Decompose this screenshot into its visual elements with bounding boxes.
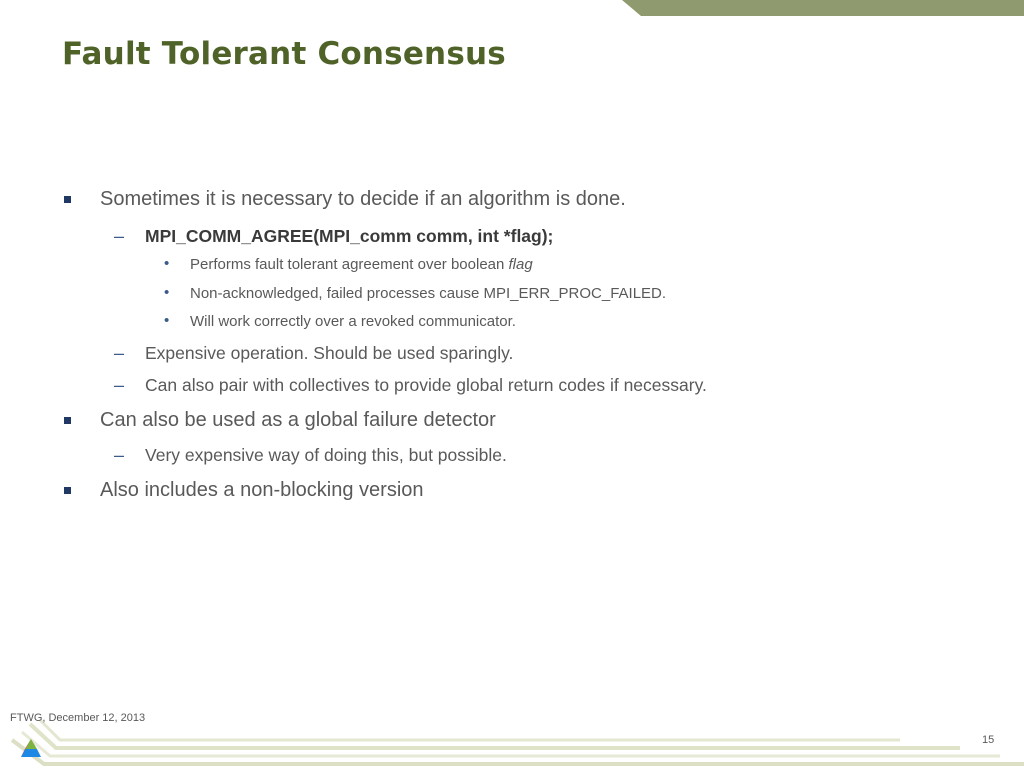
bullet-text: Can also pair with collectives to provide global return codes if necessary. xyxy=(145,375,707,395)
top-decorative-band xyxy=(0,0,1024,20)
square-bullet-icon xyxy=(64,417,71,424)
footer-decorative-stripes xyxy=(0,718,1024,768)
footer-text: FTWG, December 12, 2013 xyxy=(10,712,146,724)
bullet-text: Will work correctly over a revoked communicator. xyxy=(190,313,516,330)
bullet-text: Also includes a non-blocking version xyxy=(100,479,424,501)
dash-bullet-icon: – xyxy=(114,445,125,465)
emphasis-text: flag xyxy=(508,256,533,273)
bullet-text: Performs fault tolerant agreement over boolean xyxy=(190,256,509,273)
bullet-text: Non-acknowledged, failed processes cause MPI_ERR_PROC_FAILED. xyxy=(190,285,667,302)
dot-bullet-icon: • xyxy=(164,312,170,329)
bullet-text-code: MPI_COMM_AGREE(MPI_comm comm, int *flag); xyxy=(145,226,554,246)
page-number: 15 xyxy=(982,734,995,746)
bullet-text: Expensive operation. Should be used sparingly. xyxy=(145,343,514,363)
dash-bullet-icon: – xyxy=(114,375,125,395)
dot-bullet-icon: • xyxy=(164,284,170,301)
dot-bullet-icon: • xyxy=(164,255,170,272)
bullet-text: Sometimes it is necessary to decide if an algorithm is done. xyxy=(100,188,626,210)
slide-title: Fault Tolerant Consensus xyxy=(62,36,506,72)
dash-bullet-icon: – xyxy=(114,226,125,246)
bullet-text: Very expensive way of doing this, but possible. xyxy=(145,445,507,465)
square-bullet-icon xyxy=(64,487,71,494)
square-bullet-icon xyxy=(64,196,71,203)
dash-bullet-icon: – xyxy=(114,343,125,363)
bullet-text: Can also be used as a global failure detector xyxy=(100,409,496,431)
bullet-text-line xyxy=(190,256,533,273)
argonne-logo-icon xyxy=(20,738,42,758)
